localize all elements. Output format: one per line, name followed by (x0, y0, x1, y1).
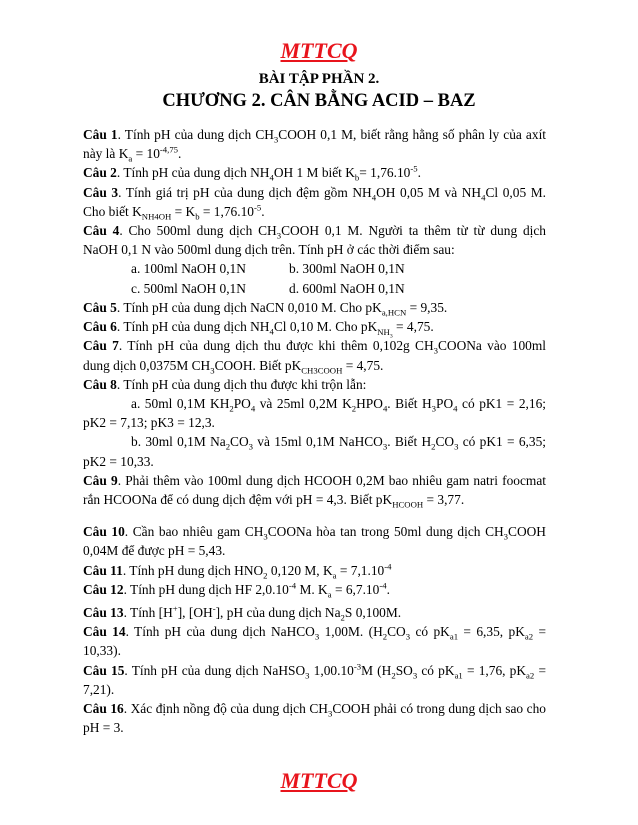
question-number: Câu 14 (83, 624, 126, 640)
chapter-title: CHƯƠNG 2. CÂN BẰNG ACID – BAZ (162, 91, 476, 111)
question-8-part-a: a. 50ml 0,1M $KH_2PO_4$ và 25ml 0,2M $K_2HPO_4$. Biết $H_3PO_4$ có pK1 = 2,16; pK2 = 7,13; pK3 = 12,3. (83, 396, 546, 431)
question-number: Câu 13 (83, 605, 124, 621)
question-2: Câu 2. Tính pH của dung dịch $NH_4OH$ 1 M biết $K_b= 1,76.10^{-5}$. (83, 163, 421, 184)
question-9: Câu 9. Phải thêm vào 100ml dung dịch HCOOH 0,2M bao nhiêu gam natri foocmat rắn HCOONa để có dung dịch đệm với pH = 4,3. Biết $pK_{HCOOH} = 3,77$. (83, 472, 546, 510)
question-8: Câu 8. Tính pH của dung dịch thu được khi trộn lẫn: (83, 376, 367, 392)
header-brand: MTTCQ (280, 38, 358, 63)
question-number: Câu 9 (83, 472, 118, 488)
question-number: Câu 11 (83, 562, 123, 578)
question-number: Câu 15 (83, 662, 125, 678)
question-15: Câu 15. Tính pH của dung dịch NaHSO$_3$ $1,00.10^{-3}M$ ($H_2SO_3$ có $pK_{a1} = 1,76$, $pK_{a2} = 7,21$). (83, 661, 547, 697)
question-number: Câu 7 (83, 338, 119, 354)
footer-brand: MTTCQ (280, 768, 358, 793)
question-16: Câu 16. Xác định nồng độ của dung dịch $CH_3COOH$ phải có trong dung dịch sao cho pH = 3. (83, 701, 546, 736)
question-number: Câu 1 (83, 127, 118, 142)
question-7: Câu 7. Tính pH của dung dịch thu được khi thêm 0,102g $CH_3COONa$ vào 100ml dung dịch 0,0375M $CH_3COOH$. Biết $pK_{CH3COOH} = 4,75$. (83, 338, 547, 376)
spacer (83, 509, 546, 522)
question-13: Câu 13. Tính [H+], [OH-], pH của dung dịch $Na_2S$ 0,100M. (83, 603, 402, 623)
question-10: Câu 10. Cần bao nhiêu gam $CH_3COONa$ hòa tan trong 50ml dung dịch $CH_3COOH$ 0,04M để được pH = 5,43. (83, 524, 546, 559)
question-4: Câu 4. Cho 500ml dung dịch $CH_3COOH$ 0,1 M. Người ta thêm từ từ dung dịch NaOH 0,1 N vào 500ml dung dịch trên. Tính pH ở các thời điểm sau: (83, 223, 547, 258)
question-number: Câu 10 (83, 524, 125, 540)
question-number: Câu 16 (83, 701, 124, 717)
question-number: Câu 6 (83, 319, 117, 335)
question-3: Câu 3. Tính giá trị pH của dung dịch đệm gồm $NH_4OH$ 0,05 M và $NH_4Cl$ 0,05 M. Cho biết $K_{NH4OH} = K_b = 1,76.10^{-5}$. (83, 184, 546, 222)
question-11: Câu 11. Tính pH dung dịch $HNO_2$ 0,120 M, $K_a = 7,1.10^{-4}$ (83, 561, 392, 581)
question-5: Câu 5. Tính pH của dung dịch NaCN 0,010 M. Cho $pK_{a,HCN} = 9,35$. (83, 299, 448, 318)
question-6: Câu 6. Tính pH của dung dịch $NH_4Cl$ 0,10 M. Cho $pK_{NH_3} = 4,75$. (83, 319, 434, 340)
question-number: Câu 8 (83, 376, 117, 392)
question-number: Câu 2 (83, 165, 117, 181)
question-1: Câu 1. Tính pH của dung dịch $CH_3COOH$ 0,1 M, biết rằng hằng số phân ly của axít này là $K_a = 10^{-4,75}$. (83, 127, 547, 164)
question-number: Câu 5 (83, 299, 117, 315)
question-8-part-b: b. 30ml 0,1M $Na_2CO_3$ và 15ml 0,1M NaHCO$_3$. Biết $H_2CO_3$ có pK1 = 6,35; pK2 = 10,33. (83, 434, 546, 469)
question-number: Câu 12 (83, 581, 124, 597)
question-number: Câu 3 (83, 184, 119, 200)
question-4-options-row-1: a. 100ml NaOH 0,1N b. 300ml NaOH 0,1N (131, 261, 405, 277)
question-number: Câu 4 (83, 223, 120, 239)
question-14: Câu 14. Tính pH của dung dịch NaHCO$_3$ 1,00M. ($H_2CO_3$ có $pK_{a1} = 6,35$, $pK_{a2} = 10,33$). (83, 624, 547, 659)
question-4-options-row-2: c. 500ml NaOH 0,1N d. 600ml NaOH 0,1N (131, 280, 405, 296)
section-title: BÀI TẬP PHẦN 2. (258, 71, 380, 87)
question-12: Câu 12. Tính pH dung dịch HF $2,0.10^{-4}$ M. $K_a = 6,7.10^{-4}$. (83, 580, 390, 600)
exercise-list (83, 125, 546, 738)
